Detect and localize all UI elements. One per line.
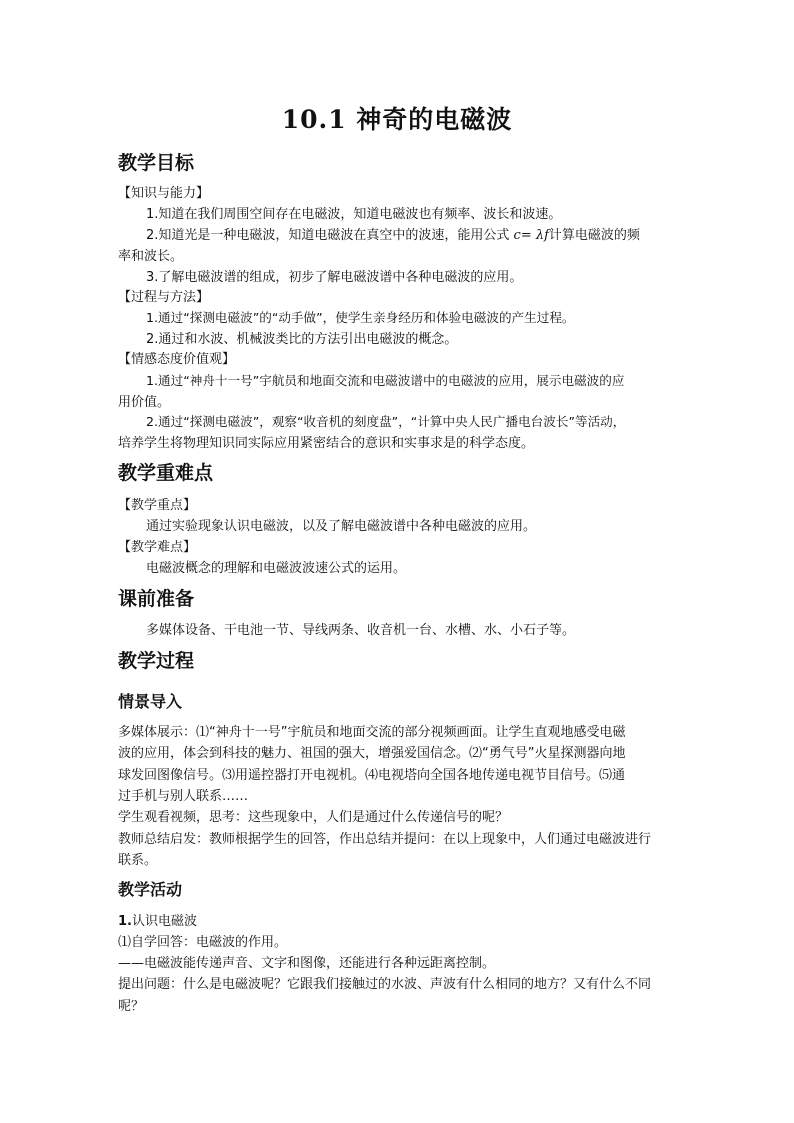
goal-e2-cont: 培养学生将物理知识同实际应用紧密结合的意识和实事求是的科学态度。	[118, 436, 535, 451]
goal-k2-text: 2.知道光是一种电磁波，知道电磁波在真空中的波速，能用公式	[146, 228, 510, 243]
goal-e1: 1.通过“神舟十一号”宇航员和地面交流和电磁波谱中的电磁波的应用，展示电磁波的应	[146, 373, 625, 388]
focus-heading: 【教学重点】	[118, 498, 197, 513]
goal-k1: 1.知道在我们周围空间存在电磁波，知道电磁波也有频率、波长和波速。	[146, 207, 562, 222]
subheading-activity: 教学活动	[118, 880, 183, 899]
prep-text: 多媒体设备、干电池一节、导线两条、收音机一台、水槽、水、小石子等。	[146, 623, 576, 638]
goal-p2: 2.通过和水波、机械波类比的方法引出电磁波的概念。	[146, 332, 458, 347]
activity-line: 提出问题：什么是电磁波呢？它跟我们接触过的水波、声波有什么相同的地方？又有什么不同	[118, 977, 652, 992]
goal-p1: 1.通过“探测电磁波”的“动手做”，使学生亲身经历和体验电磁波的产生过程。	[146, 310, 575, 325]
intro-line: 教师总结启发：教师根据学生的回答，作出总结并提问：在以上现象中，人们通过电磁波进行	[118, 832, 652, 847]
section-heading-prep: 课前准备	[118, 588, 195, 610]
activity-number: 1.	[118, 914, 132, 929]
intro-line: 过手机与别人联系……	[118, 789, 249, 804]
activity-line: ⑴自学回答：电磁波的作用。	[118, 935, 288, 950]
goal-e2: 2.通过“探测电磁波”，观察“收音机的刻度盘”，“计算中央人民广播电台波长”等活动，	[146, 414, 626, 429]
activity-line: 呢？	[118, 999, 145, 1014]
activity-line: ——电磁波能传递声音、文字和图像，还能进行各种远距离控制。	[118, 956, 496, 971]
process-method-heading: 【过程与方法】	[118, 290, 210, 305]
intro-line: 波的应用，体会到科技的魅力、祖国的强大，增强爱国信念。⑵“勇气号”火星探测器向地	[118, 746, 626, 761]
subheading-intro: 情景导入	[118, 692, 183, 711]
goal-k3: 3.了解电磁波谱的组成，初步了解电磁波谱中各种电磁波的应用。	[146, 270, 523, 285]
emotion-heading: 【情感态度价值观】	[118, 352, 236, 367]
section-heading-goals: 教学目标	[118, 152, 195, 174]
page-title: 10.1 神奇的电磁波	[281, 105, 513, 134]
section-heading-key: 教学重难点	[118, 462, 214, 484]
intro-line: 联系。	[118, 853, 158, 868]
wave-speed-formula: c= λf	[513, 228, 549, 243]
knowledge-heading: 【知识与能力】	[118, 186, 210, 201]
section-heading-process: 教学过程	[118, 650, 195, 672]
intro-line: 球发回图像信号。⑶用遥控器打开电视机。⑷电视塔向全国各地传递电视节目信号。⑸通	[118, 768, 626, 783]
goal-k2-text-end: 计算电磁波的频	[548, 228, 640, 243]
activity-title: 认识电磁波	[131, 914, 197, 929]
goal-k2	[146, 224, 640, 243]
key-difficulty: 电磁波概念的理解和电磁波波速公式的运用。	[146, 561, 407, 576]
intro-line: 多媒体展示：⑴“神舟十一号”宇航员和地面交流的部分视频画面。让学生直观地感受电磁	[118, 725, 626, 740]
key-focus: 通过实验现象认识电磁波，以及了解电磁波谱中各种电磁波的应用。	[146, 519, 537, 534]
intro-line: 学生观看视频，思考：这些现象中，人们是通过什么传递信号的呢？	[118, 810, 509, 825]
goal-k2-cont: 率和波长。	[118, 249, 184, 264]
goal-e1-cont: 用价值。	[118, 395, 171, 410]
activity-heading	[118, 910, 197, 929]
difficulty-heading: 【教学难点】	[118, 540, 197, 555]
